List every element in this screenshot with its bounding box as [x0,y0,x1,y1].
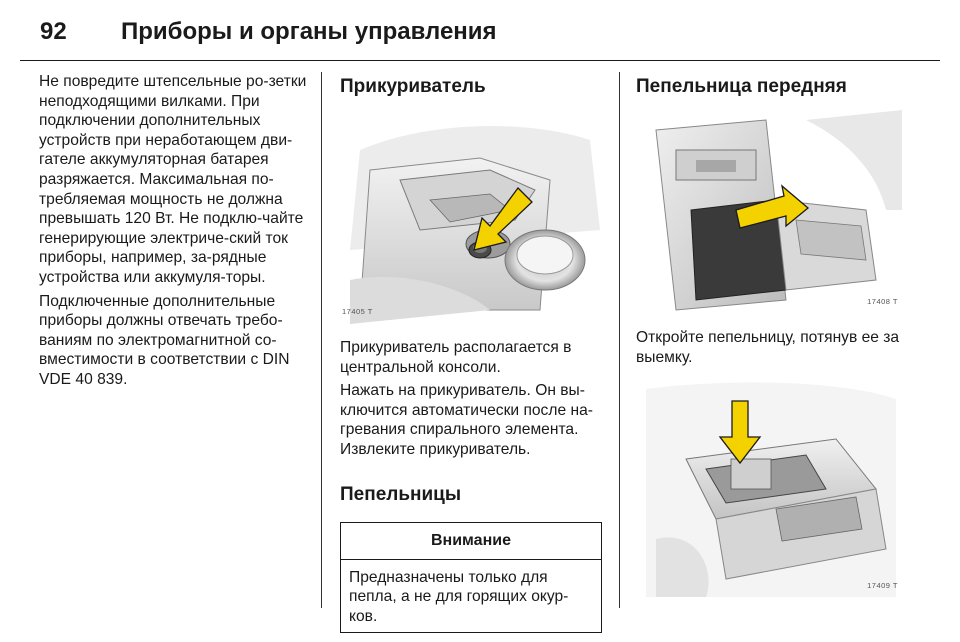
page-header [20,12,940,52]
paragraph-lighter-location: Прикуриватель располагается в центральной консоли. [340,339,572,376]
paragraph-lighter-usage: Нажать на прикуриватель. Он вы-ключится автоматически после на-гревания спирального элемента. Извлеките прикуриватель. [340,382,593,458]
figure-code: 17405 T [342,307,373,317]
section-title-ashtrays: Пепельницы [340,483,462,505]
warning-body: Предназначены только для пепла, а не для горящих окур-ков. [349,568,569,625]
paragraph-sockets: Не повредите штепсельные ро-зетки неподходящими вилками. При подключении дополнительных устройств при неработающем дви-гателе аккумуляторная батарея разряжается. Максимальная по-требляемая мощность не должна превышать 120 Вт. Не подклю-чайте генерирующие электриче-ский ток приборы, например, за-рядные устройства или аккумуля-торы. [39,73,307,286]
column-2 [340,72,606,633]
column-3 [636,72,910,611]
warning-title: Внимание [341,523,601,560]
ashtray-open-illustration [636,110,902,314]
figure-cigarette-lighter [340,110,606,324]
warning-box [340,522,602,634]
ashtray-insert-illustration [636,379,902,597]
page-number: 92 [40,18,67,45]
paragraph-open-ashtray: Откройте пепельницу, потянув ее за выемку. [636,329,900,366]
figure-open-ashtray [636,110,902,314]
section-title-cigarette-lighter: Прикуриватель [340,76,486,97]
column-1 [39,72,309,394]
figure-ashtray-insert [636,379,902,597]
section-title-front-ashtray: Пепельница передняя [636,76,847,97]
page-title: Приборы и органы управления [121,18,497,45]
figure-code: 17408 T [867,297,898,307]
header-rule [20,60,940,61]
figure-code: 17409 T [867,580,898,590]
paragraph-emc: Подключенные дополнительные приборы должны отвечать требо-ваниям по электромагнитной со-вместимости в соответствии с DIN VDE 40 839. [39,292,290,388]
column-divider-2 [619,72,620,608]
cigarette-lighter-illustration [340,110,606,324]
column-divider-1 [321,72,322,608]
